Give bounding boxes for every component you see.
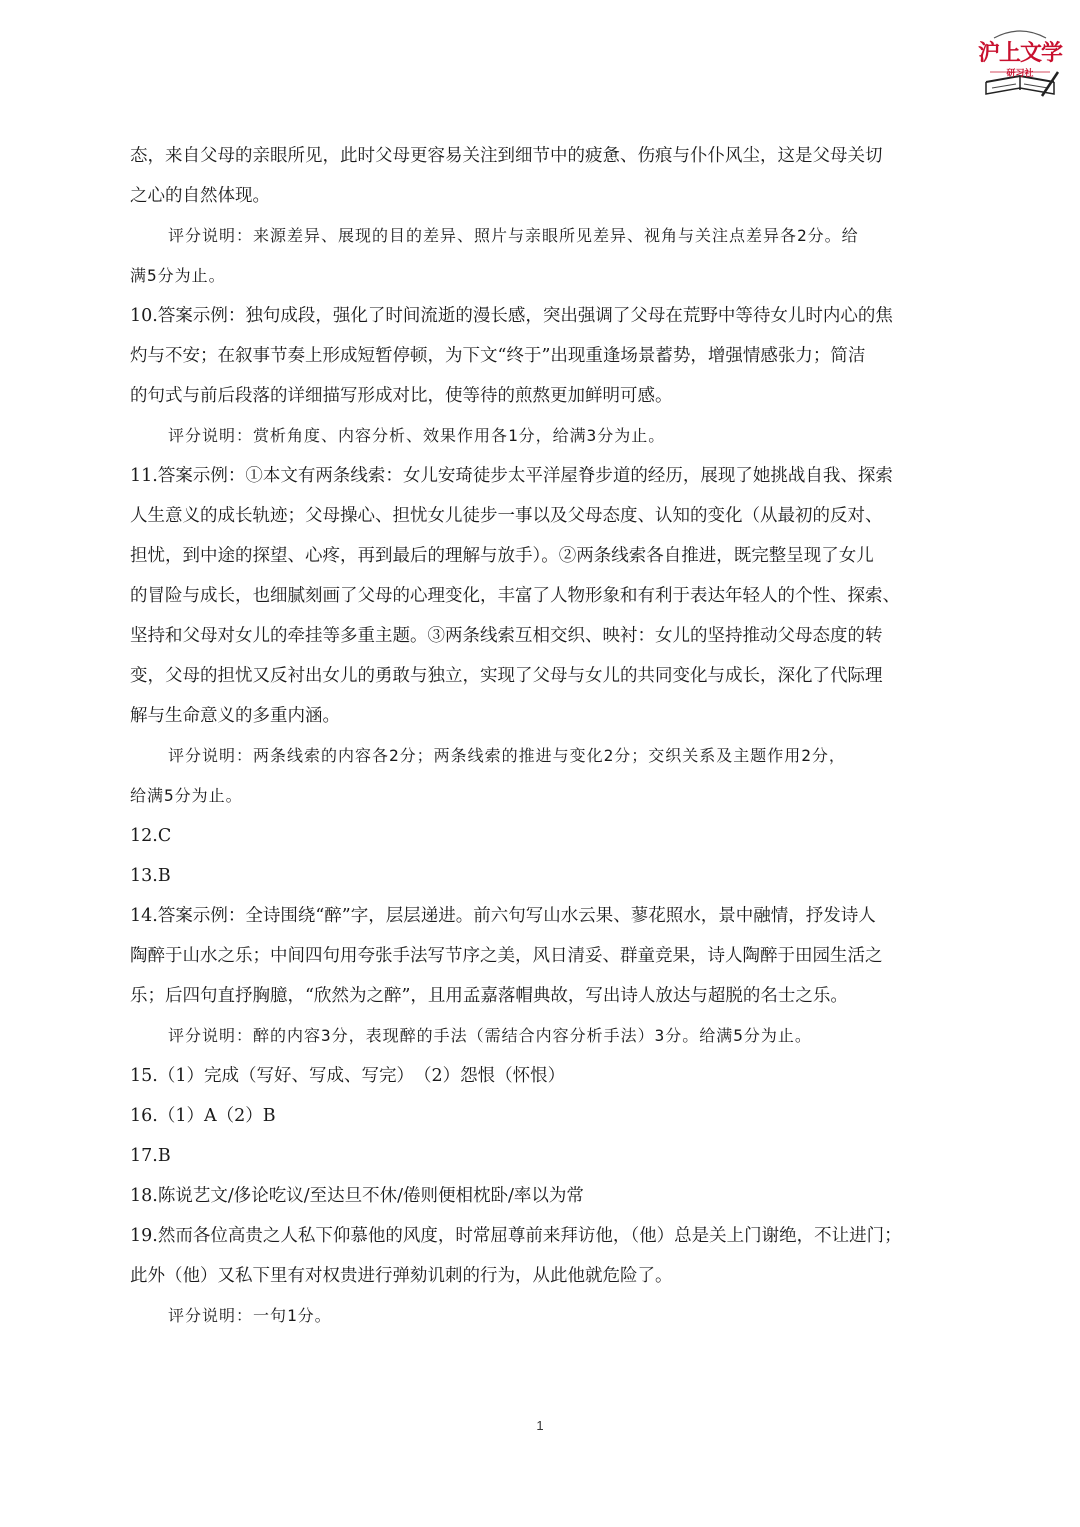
logo-title: 沪上文学 [977, 40, 1062, 66]
answer-line: 态，来自父母的亲眼所见，此时父母更容易关注到细节中的疲惫、伤痕与仆仆风尘，这是父母关切 [130, 146, 883, 166]
scoring-note-line: 评分说明：醉的内容3分，表现醉的手法（需结合内容分析手法）3分。给满5分为止。 [168, 1026, 812, 1045]
answer-line: 14.答案示例：全诗围绕“醉”字，层层递进。前六句写山水云果、蓼花照水，景中融情，抒发诗人 [130, 906, 876, 926]
page-number: 1 [536, 1418, 544, 1433]
answer-line: 人生意义的成长轨迹；父母操心、担忧女儿徒步一事以及父母态度、认知的变化（从最初的反对、 [130, 506, 883, 526]
answer-line: 解与生命意义的多重内涵。 [130, 706, 340, 726]
answer-line: 15.（1）完成（写好、写成、写完） （2）怨恨（怀恨） [130, 1066, 566, 1086]
scoring-note-line: 评分说明：两条线索的内容各2分；两条线索的推进与变化2分；交织关系及主题作用2分， [168, 746, 846, 765]
scoring-note-line: 评分说明：一句1分。 [168, 1306, 332, 1325]
publisher-logo [972, 26, 1068, 102]
answer-line: 变，父母的担忧又反衬出女儿的勇敢与独立，实现了父母与女儿的共同变化与成长，深化了代际理 [130, 666, 883, 686]
answer-line: 10.答案示例：独句成段，强化了时间流逝的漫长感，突出强调了父母在荒野中等待女儿时内心的焦 [130, 306, 893, 326]
answer-line: 13.B [130, 866, 171, 886]
answer-line: 灼与不安；在叙事节奏上形成短暂停顿，为下文“终于”出现重逢场景蓄势，增强情感张力；简洁 [130, 346, 866, 366]
scoring-note-line: 满5分为止。 [130, 266, 226, 285]
answer-line: 11.答案示例：①本文有两条线索：女儿安琦徒步太平洋屋脊步道的经历，展现了她挑战自我、探索 [130, 466, 893, 486]
document-body [130, 136, 952, 1336]
answer-line: 坚持和父母对女儿的牵挂等多重主题。③两条线索互相交织、映衬：女儿的坚持推动父母态度的转 [130, 626, 883, 646]
answer-line: 陶醉于山水之乐；中间四句用夸张手法写节序之美，风日清妥、群童竞果，诗人陶醉于田园生活之 [130, 946, 883, 966]
answer-line: 此外（他）又私下里有对权贵进行弹劾讥刺的行为，从此他就危险了。 [130, 1266, 673, 1286]
answer-line: 的句式与前后段落的详细描写形成对比，使等待的煎熬更加鲜明可感。 [130, 386, 673, 406]
answer-line: 之心的自然体现。 [130, 186, 270, 206]
answer-line: 的冒险与成长，也细腻刻画了父母的心理变化，丰富了人物形象和有利于表达年轻人的个性、探索、 [130, 586, 900, 606]
answer-line: 担忧，到中途的探望、心疼，再到最后的理解与放手）。②两条线索各自推进，既完整呈现了女儿 [130, 546, 874, 566]
scoring-note-line: 评分说明：赏析角度、内容分析、效果作用各1分，给满3分为止。 [168, 426, 666, 445]
answer-line: 乐；后四句直抒胸臆，“欣然为之醉”，且用孟嘉落帽典故，写出诗人放达与超脱的名士之乐。 [130, 986, 848, 1006]
answer-line: 19.然而各位高贵之人私下仰慕他的风度，时常屈尊前来拜访他，（他）总是关上门谢绝，不让进门； [130, 1226, 902, 1246]
scoring-note-line: 评分说明：来源差异、展现的目的差异、照片与亲眼所见差异、视角与关注点差异各2分。给 [168, 226, 859, 245]
answer-line: 16.（1）A（2）B [130, 1106, 276, 1126]
answer-line: 17.B [130, 1146, 171, 1166]
scoring-note-line: 给满5分为止。 [130, 786, 243, 805]
answer-line: 12.C [130, 826, 172, 846]
logo-subtitle: 研习社 [1006, 69, 1034, 79]
answer-line: 18.陈说艺文/侈论吃议/至达旦不休/倦则便相枕卧/率以为常 [130, 1186, 584, 1206]
